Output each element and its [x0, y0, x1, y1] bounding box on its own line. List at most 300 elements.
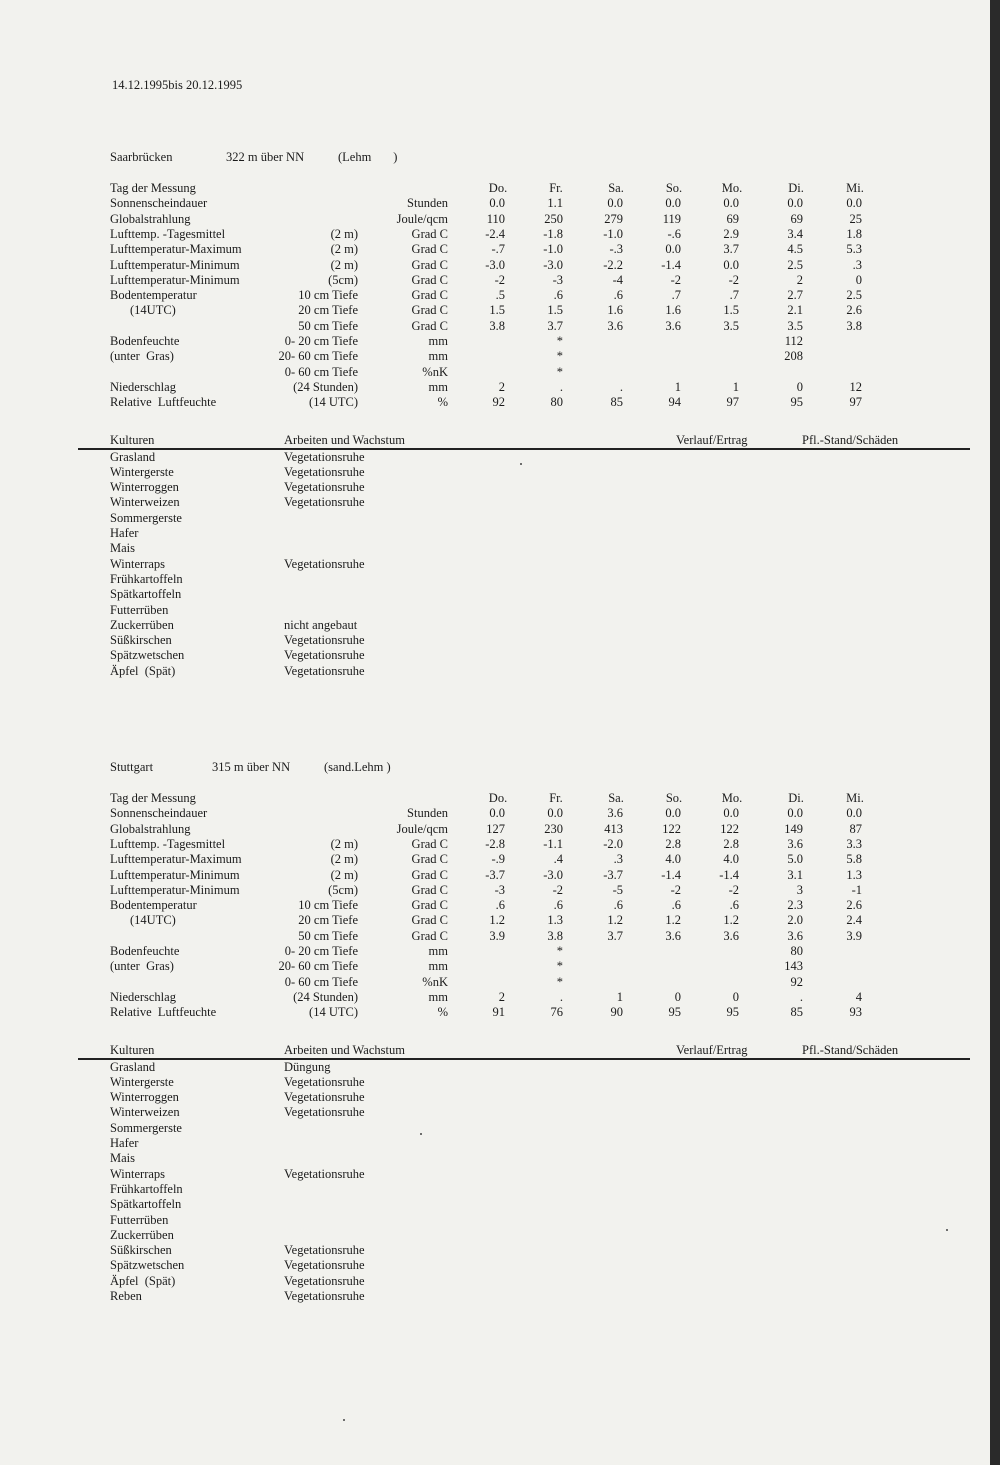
value-cell: 1 — [732, 379, 739, 394]
value-cell: 0.0 — [787, 196, 803, 211]
crop-name: Winterroggen — [110, 480, 179, 495]
value-cell: 2.0 — [787, 913, 803, 928]
value-cell: 3.5 — [787, 318, 803, 333]
value-cell: -2 — [670, 882, 681, 897]
value-cell: 92 — [492, 395, 505, 410]
value-cell: 2.6 — [846, 303, 862, 318]
row-label: (unter Gras) — [110, 349, 174, 364]
value-cell: .3 — [613, 852, 623, 867]
crop-work: Vegetationsruhe — [284, 648, 365, 663]
row-sub: 20 cm Tiefe — [298, 913, 358, 928]
row-sub: (2 m) — [330, 852, 358, 867]
scan-edge — [990, 0, 1000, 1465]
value-cell: 0.0 — [489, 196, 505, 211]
scan-speck — [520, 463, 522, 465]
value-cell: 87 — [849, 821, 862, 836]
value-cell: -1.4 — [661, 257, 681, 272]
row-unit: % — [437, 395, 448, 410]
value-cell: 1.1 — [547, 196, 563, 211]
station-name: Stuttgart — [110, 760, 154, 774]
day-header: Mi. — [846, 181, 864, 195]
row-sub: (2 m) — [330, 226, 358, 241]
row-sub: 50 cm Tiefe — [298, 318, 358, 333]
value-cell: -.9 — [491, 852, 505, 867]
day-header: Fr. — [549, 791, 563, 805]
value-cell: -3.7 — [603, 867, 623, 882]
crop-name: Spätkartoffeln — [110, 1197, 182, 1212]
value-cell: 3.6 — [787, 836, 803, 851]
value-cell: * — [556, 974, 563, 989]
value-cell: 80 — [550, 395, 563, 410]
scan-speck — [946, 1229, 948, 1231]
value-cell: 0.0 — [723, 196, 739, 211]
crop-header-kulturen: Kulturen — [110, 432, 155, 447]
value-cell: -1 — [851, 882, 862, 897]
value-cell: 2 — [796, 272, 803, 287]
value-cell: 127 — [486, 821, 505, 836]
row-unit: Grad C — [411, 867, 448, 882]
row-label: Lufttemperatur-Minimum — [110, 882, 240, 897]
value-cell: .6 — [553, 898, 563, 913]
value-cell: 97 — [849, 395, 862, 410]
value-cell: 2 — [498, 379, 505, 394]
crop-name: Winterraps — [110, 1166, 166, 1181]
value-cell: 3.7 — [723, 242, 739, 257]
crop-header-verlauf: Verlauf/Ertrag — [676, 1042, 748, 1057]
row-unit: mm — [428, 379, 448, 394]
crop-header-rule — [78, 448, 970, 450]
crop-work: Vegetationsruhe — [284, 449, 365, 464]
value-cell: -.6 — [667, 226, 681, 241]
value-cell: -2.4 — [485, 226, 505, 241]
value-cell: 119 — [662, 211, 681, 226]
row-unit: %nK — [422, 364, 448, 379]
value-cell: 94 — [668, 395, 681, 410]
row-label: Sonnenscheindauer — [110, 196, 208, 211]
value-cell: 3.1 — [787, 867, 803, 882]
row-unit: Stunden — [407, 806, 448, 821]
day-header: Sa. — [608, 181, 624, 195]
crop-name: Hafer — [110, 1136, 139, 1150]
crop-work: Vegetationsruhe — [284, 1289, 365, 1303]
row-label: Niederschlag — [110, 989, 176, 1004]
crop-work: Vegetationsruhe — [284, 480, 365, 495]
value-cell: 2.5 — [787, 257, 803, 272]
day-header: Di. — [788, 791, 804, 805]
value-cell: -3.7 — [485, 867, 505, 882]
value-cell: 2 — [498, 989, 505, 1004]
row-label: Bodentemperatur — [110, 288, 197, 303]
crop-name: Grasland — [110, 449, 156, 464]
value-cell: -2 — [670, 272, 681, 287]
value-cell: 90 — [610, 1005, 623, 1020]
row-unit: Grad C — [411, 288, 448, 303]
row-label: Sonnenscheindauer — [110, 806, 208, 821]
value-cell: 0 — [674, 989, 681, 1004]
value-cell: 95 — [726, 1005, 739, 1020]
crop-name: Spätzwetschen — [110, 648, 185, 663]
value-cell: 3.9 — [489, 928, 505, 943]
row-label: Lufttemp. -Tagesmittel — [110, 226, 226, 241]
value-cell: -1.4 — [719, 867, 739, 882]
value-cell: 149 — [784, 821, 803, 836]
row-label: Bodentemperatur — [110, 898, 197, 913]
value-cell: 0 — [855, 272, 862, 287]
crop-work: Vegetationsruhe — [284, 1105, 365, 1120]
value-cell: 1.2 — [489, 913, 505, 928]
value-cell: .7 — [671, 288, 681, 303]
station-altitude: 322 m über NN — [226, 150, 305, 164]
row-unit: Grad C — [411, 242, 448, 257]
row-unit: Grad C — [411, 318, 448, 333]
value-cell: 1.6 — [665, 303, 681, 318]
value-cell: -2.8 — [485, 836, 505, 851]
crop-header-rule — [78, 1058, 970, 1060]
crop-name: Mais — [110, 541, 135, 556]
row-sub: (24 Stunden) — [293, 379, 358, 394]
row-unit: Grad C — [411, 898, 448, 913]
value-cell: 3.7 — [607, 928, 623, 943]
row-unit: Grad C — [411, 913, 448, 928]
station-altitude: 315 m über NN — [212, 760, 291, 774]
row-label: (unter Gras) — [110, 959, 174, 974]
value-cell: 80 — [790, 944, 803, 958]
value-cell: -1.1 — [543, 836, 563, 851]
row-unit: %nK — [422, 974, 448, 989]
value-cell: 3.7 — [547, 318, 563, 333]
row-sub: (14 UTC) — [309, 1005, 358, 1020]
value-cell: 3.5 — [723, 318, 739, 333]
value-cell: 76 — [550, 1005, 563, 1020]
value-cell: 2.5 — [846, 288, 862, 303]
crop-work: Düngung — [284, 1059, 331, 1074]
value-cell: 1 — [616, 989, 623, 1004]
report-period: 14.12.1995bis 20.12.1995 — [112, 78, 243, 92]
row-sub: 20 cm Tiefe — [298, 303, 358, 318]
crop-name: Äpfel (Spät) — [110, 1273, 176, 1288]
value-cell: -4 — [612, 272, 623, 287]
value-cell: -2 — [552, 882, 563, 897]
row-sub: (2 m) — [330, 867, 358, 882]
value-cell: 85 — [790, 1005, 803, 1020]
row-label: (14UTC) — [130, 303, 176, 318]
crop-work: Vegetationsruhe — [284, 1258, 365, 1273]
value-cell: 1.2 — [665, 913, 681, 928]
value-cell: 0 — [796, 379, 803, 394]
row-label: Relative Luftfeuchte — [110, 1005, 217, 1020]
value-cell: 4.0 — [723, 852, 739, 867]
crop-work: Vegetationsruhe — [284, 464, 365, 479]
day-header: Do. — [488, 181, 508, 195]
crop-name: Winterweizen — [110, 495, 180, 510]
day-header: Mi. — [846, 791, 864, 805]
crop-name: Winterraps — [110, 556, 166, 571]
value-cell: 85 — [610, 395, 623, 410]
value-cell: 97 — [726, 395, 739, 410]
crop-name: Frühkartoffeln — [110, 1181, 183, 1196]
value-cell: 3.9 — [846, 928, 862, 943]
row-sub: (14 UTC) — [309, 395, 358, 410]
row-sub: 10 cm Tiefe — [298, 898, 358, 913]
crop-name: Süßkirschen — [110, 633, 172, 648]
value-cell: 5.8 — [846, 852, 862, 867]
crop-name: Wintergerste — [110, 1074, 174, 1089]
value-cell: . — [559, 989, 563, 1004]
value-cell: -3.0 — [543, 867, 563, 882]
crop-header-arbeiten: Arbeiten und Wachstum — [284, 1042, 405, 1057]
value-cell: * — [556, 334, 563, 348]
crop-work: Vegetationsruhe — [284, 663, 365, 678]
value-cell: * — [556, 959, 563, 974]
row-label: Tag der Messung — [110, 791, 196, 805]
value-cell: -1.4 — [661, 867, 681, 882]
value-cell: 1.2 — [723, 913, 739, 928]
row-unit: Grad C — [411, 303, 448, 318]
row-label: Lufttemperatur-Minimum — [110, 867, 240, 882]
value-cell: 279 — [604, 211, 623, 226]
value-cell: 0.0 — [723, 806, 739, 821]
row-unit: Grad C — [411, 226, 448, 241]
value-cell: 3.6 — [665, 318, 681, 333]
crop-name: Wintergerste — [110, 464, 174, 479]
row-label: Globalstrahlung — [110, 211, 191, 226]
row-sub: (2 m) — [330, 257, 358, 272]
value-cell: * — [556, 349, 563, 364]
row-label: Niederschlag — [110, 379, 176, 394]
row-label: Lufttemperatur-Maximum — [110, 242, 242, 257]
value-cell: 122 — [662, 821, 681, 836]
value-cell: -1.0 — [603, 226, 623, 241]
value-cell: 3.8 — [846, 318, 862, 333]
day-header: Mo. — [721, 791, 743, 805]
row-sub: (5cm) — [328, 882, 358, 897]
value-cell: 0.0 — [607, 196, 623, 211]
row-label: Lufttemp. -Tagesmittel — [110, 836, 226, 851]
value-cell: .6 — [613, 288, 623, 303]
row-label: Lufttemperatur-Minimum — [110, 272, 240, 287]
crop-header-stand: Pfl.-Stand/Schäden — [802, 432, 899, 447]
value-cell: 1 — [674, 379, 681, 394]
row-label: Tag der Messung — [110, 181, 196, 195]
crop-name: Sommergerste — [110, 510, 182, 525]
value-cell: 0.0 — [489, 806, 505, 821]
crop-name: Spätzwetschen — [110, 1258, 185, 1273]
row-unit: Grad C — [411, 852, 448, 867]
value-cell: .7 — [729, 288, 739, 303]
value-cell: -1.0 — [543, 242, 563, 257]
scan-speck — [343, 1419, 345, 1421]
value-cell: 0.0 — [665, 806, 681, 821]
value-cell: 230 — [544, 821, 563, 836]
crop-name: Spätkartoffeln — [110, 587, 182, 602]
crop-header-stand: Pfl.-Stand/Schäden — [802, 1042, 899, 1057]
value-cell: 3.4 — [787, 226, 803, 241]
value-cell: 92 — [790, 974, 803, 989]
row-sub: 20- 60 cm Tiefe — [278, 349, 358, 364]
row-label: Lufttemperatur-Minimum — [110, 257, 240, 272]
crop-name: Zuckerrüben — [110, 1227, 174, 1242]
row-sub: (2 m) — [330, 242, 358, 257]
value-cell: -3.0 — [485, 257, 505, 272]
value-cell: 250 — [544, 211, 563, 226]
value-cell: * — [556, 944, 563, 958]
row-label: Bodenfeuchte — [110, 944, 180, 958]
value-cell: 3.6 — [665, 928, 681, 943]
crop-header-verlauf: Verlauf/Ertrag — [676, 432, 748, 447]
crop-name: Grasland — [110, 1059, 156, 1074]
crop-name: Winterweizen — [110, 1105, 180, 1120]
value-cell: 95 — [790, 395, 803, 410]
crop-work: nicht angebaut — [284, 617, 358, 632]
value-cell: 2.6 — [846, 898, 862, 913]
value-cell: 93 — [849, 1005, 862, 1020]
crop-name: Winterroggen — [110, 1090, 179, 1105]
station-soil: (Lehm ) — [338, 150, 398, 164]
value-cell: . — [559, 379, 563, 394]
value-cell: 208 — [784, 349, 803, 364]
crop-name: Süßkirschen — [110, 1243, 172, 1258]
value-cell: -2 — [728, 272, 739, 287]
value-cell: 2.8 — [723, 836, 739, 851]
value-cell: 95 — [668, 1005, 681, 1020]
value-cell: . — [619, 379, 623, 394]
crop-header-arbeiten: Arbeiten und Wachstum — [284, 432, 405, 447]
value-cell: -5 — [612, 882, 623, 897]
crop-name: Mais — [110, 1151, 135, 1166]
value-cell: 91 — [492, 1005, 505, 1020]
day-header: Di. — [788, 181, 804, 195]
day-header: Do. — [488, 791, 508, 805]
value-cell: -3.0 — [543, 257, 563, 272]
value-cell: 2.4 — [846, 913, 862, 928]
row-sub: 0- 20 cm Tiefe — [284, 944, 358, 958]
day-header: So. — [665, 181, 683, 195]
value-cell: .3 — [852, 257, 862, 272]
value-cell: -3 — [552, 272, 563, 287]
day-header: Sa. — [608, 791, 624, 805]
value-cell: 0.0 — [787, 806, 803, 821]
row-unit: mm — [428, 959, 448, 974]
value-cell: 2.3 — [787, 898, 803, 913]
value-cell: 3 — [796, 882, 803, 897]
value-cell: 3.6 — [607, 806, 623, 821]
value-cell: 4 — [855, 989, 862, 1004]
value-cell: 69 — [790, 211, 803, 226]
value-cell: 3.6 — [607, 318, 623, 333]
crop-work: Vegetationsruhe — [284, 1074, 365, 1089]
value-cell: 1.6 — [607, 303, 623, 318]
row-sub: 10 cm Tiefe — [298, 288, 358, 303]
crop-name: Hafer — [110, 526, 139, 540]
value-cell: -.3 — [609, 242, 623, 257]
row-unit: Joule/qcm — [396, 821, 448, 836]
row-label: (14UTC) — [130, 913, 176, 928]
row-sub: (2 m) — [330, 836, 358, 851]
value-cell: 0.0 — [547, 806, 563, 821]
crop-work: Vegetationsruhe — [284, 1243, 365, 1258]
row-label: Globalstrahlung — [110, 821, 191, 836]
crop-work: Vegetationsruhe — [284, 1273, 365, 1288]
value-cell: 5.0 — [787, 852, 803, 867]
row-unit: Grad C — [411, 836, 448, 851]
value-cell: 69 — [726, 211, 739, 226]
crop-work: Vegetationsruhe — [284, 495, 365, 510]
value-cell: 2.1 — [787, 303, 803, 318]
crop-name: Frühkartoffeln — [110, 571, 183, 586]
crop-work: Vegetationsruhe — [284, 1090, 365, 1105]
value-cell: .6 — [613, 898, 623, 913]
value-cell: .4 — [553, 852, 563, 867]
value-cell: -2 — [494, 272, 505, 287]
crop-work: Vegetationsruhe — [284, 1166, 365, 1181]
day-header: Fr. — [549, 181, 563, 195]
crop-name: Sommergerste — [110, 1120, 182, 1135]
row-unit: mm — [428, 944, 448, 958]
value-cell: 122 — [720, 821, 739, 836]
row-sub: 50 cm Tiefe — [298, 928, 358, 943]
row-label: Lufttemperatur-Maximum — [110, 852, 242, 867]
row-sub: (5cm) — [328, 272, 358, 287]
row-unit: Grad C — [411, 882, 448, 897]
value-cell: 12 — [849, 379, 862, 394]
value-cell: . — [799, 989, 803, 1004]
value-cell: -2.0 — [603, 836, 623, 851]
value-cell: 3.6 — [787, 928, 803, 943]
crop-name: Futterrüben — [110, 1212, 169, 1227]
value-cell: 4.0 — [665, 852, 681, 867]
value-cell: 3.8 — [489, 318, 505, 333]
row-label: Bodenfeuchte — [110, 334, 180, 348]
row-unit: Grad C — [411, 272, 448, 287]
value-cell: .6 — [495, 898, 505, 913]
value-cell: 2.7 — [787, 288, 803, 303]
value-cell: 413 — [604, 821, 623, 836]
station-soil: (sand.Lehm ) — [324, 760, 391, 774]
crop-name: Futterrüben — [110, 602, 169, 617]
row-sub: 0- 60 cm Tiefe — [284, 364, 358, 379]
value-cell: -2 — [728, 882, 739, 897]
value-cell: 0.0 — [723, 257, 739, 272]
row-sub: 0- 60 cm Tiefe — [284, 974, 358, 989]
value-cell: 25 — [849, 211, 862, 226]
row-unit: % — [437, 1005, 448, 1020]
value-cell: 5.3 — [846, 242, 862, 257]
row-label: Relative Luftfeuchte — [110, 395, 217, 410]
value-cell: 1.5 — [547, 303, 563, 318]
value-cell: 3.3 — [846, 836, 862, 851]
row-unit: mm — [428, 349, 448, 364]
value-cell: 0.0 — [665, 242, 681, 257]
value-cell: 0 — [732, 989, 739, 1004]
row-sub: 20- 60 cm Tiefe — [278, 959, 358, 974]
value-cell: 0.0 — [846, 806, 862, 821]
value-cell: .6 — [671, 898, 681, 913]
day-header: Mo. — [721, 181, 743, 195]
value-cell: 110 — [486, 211, 505, 226]
day-header: So. — [665, 791, 683, 805]
value-cell: 2.8 — [665, 836, 681, 851]
value-cell: * — [556, 364, 563, 379]
value-cell: 0.0 — [665, 196, 681, 211]
value-cell: 1.2 — [607, 913, 623, 928]
value-cell: 3.6 — [723, 928, 739, 943]
value-cell: -1.8 — [543, 226, 563, 241]
value-cell: -.7 — [491, 242, 505, 257]
value-cell: -3 — [494, 882, 505, 897]
row-unit: mm — [428, 989, 448, 1004]
value-cell: 112 — [784, 334, 803, 348]
crop-header-kulturen: Kulturen — [110, 1042, 155, 1057]
